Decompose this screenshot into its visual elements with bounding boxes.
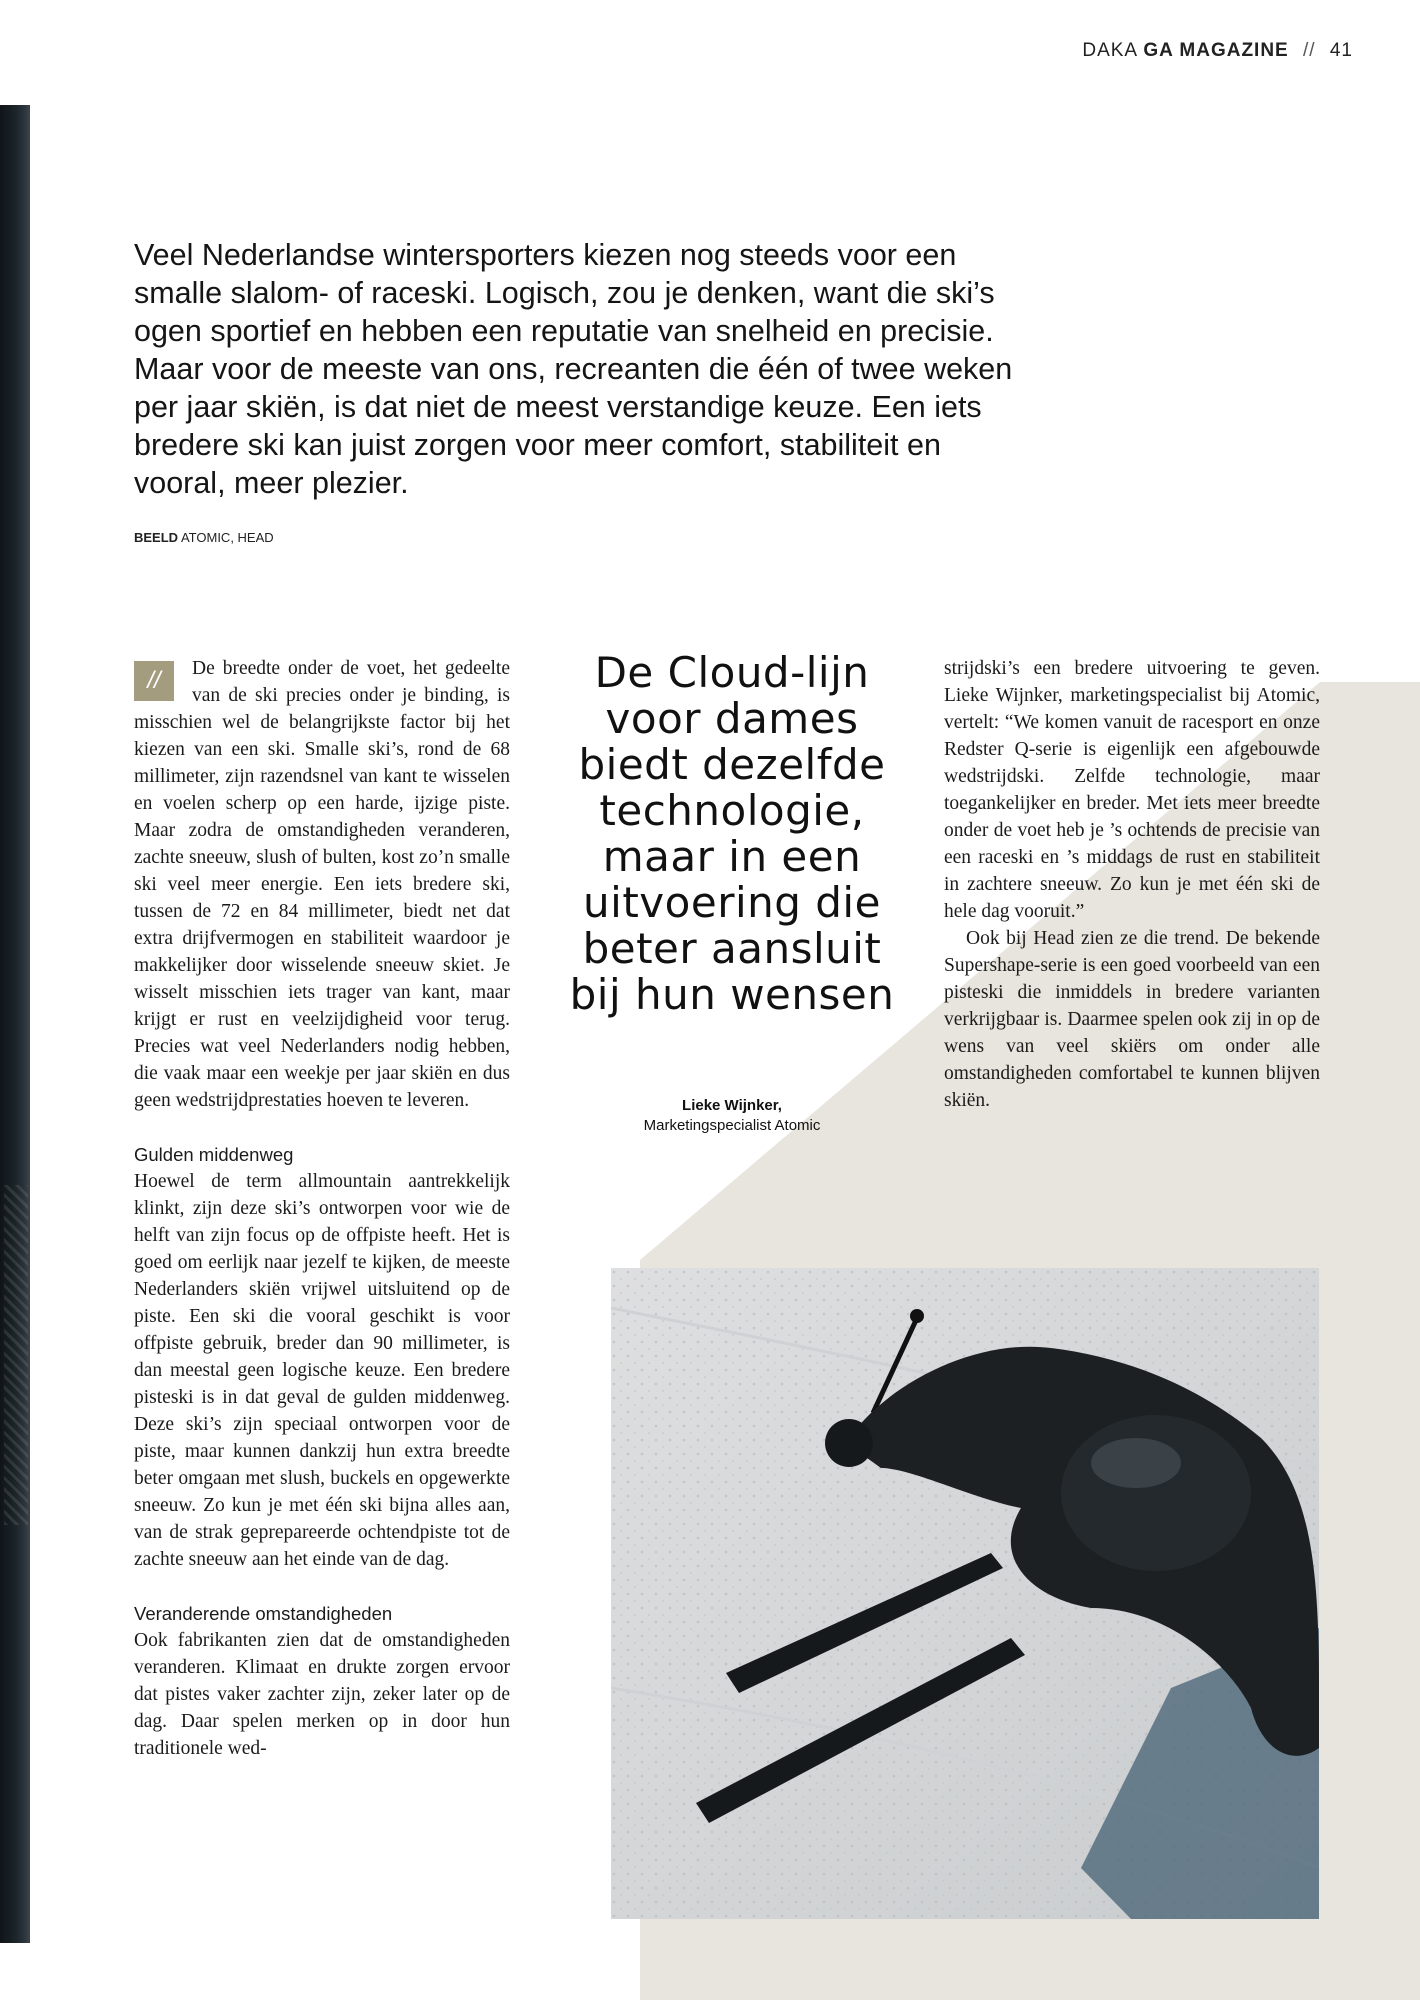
column-left-paragraph-2: Hoewel de term allmountain aantrekkelijk klinkt, zijn deze ski’s ontworpen voor wie de helft van zijn focus op de offpiste heeft. Het is goed om eerlijk naar jezelf te kijken, de meeste Nederlanders skiën vrijwel uitsluitend op de piste. Een ski die vooral geschikt is voor offpiste gebruik, breder dan 90 millimeter, is dan meestal geen logische keuze. Een bredere pisteski is in dat geval de gulden middenweg. Deze ski’s zijn speciaal ontworpen voor de piste, maar kunnen dankzij hun extra breedte beter omgaan met slush, buckels en opgewerkte sneeuw. Zo kun je met één ski bijna alles aan, van de strak geprepareerde ochtendpiste tot de zachte sneeuw aan het einde van de dag. xyxy=(134,1171,510,1570)
header-magazine: GA MAGAZINE xyxy=(1143,40,1289,61)
intro-paragraph: Veel Nederlandse wintersporters kiezen nog steeds voor een smalle slalom- of raceski. Logisch, zou je denken, want die ski’s ogen sportief en hebben een reputatie van snelheid en precisie. Maar voor de meeste van ons, recreanten die één of twee weken per jaar skiën, is dat niet de meest verstandige keuze. Een iets bredere ski kan juist zorgen voor meer comfort, stabiliteit en vooral, meer plezier. xyxy=(134,238,1013,500)
skier-photo xyxy=(611,1268,1319,1919)
column-left-paragraph-3: Ook fabrikanten zien dat de omstandigheden veranderen. Klimaat en drukte zorgen ervoor dat pistes vaker zachter zijn, zeker later op de dag. Daar spelen merken op in door hun traditionele wed- xyxy=(134,1630,510,1759)
photo-skier-glove xyxy=(825,1419,873,1467)
pull-quote: De Cloud-lijn voor dames biedt dezelfde technologie, maar in een uitvoering die beter aansluit bij hun wensen xyxy=(569,648,895,1019)
article-column-right xyxy=(944,655,1320,1114)
article-column-left xyxy=(134,655,510,1762)
quote-author-name: Lieke Wijnker, xyxy=(682,1097,782,1114)
column-left-paragraph-1 xyxy=(134,655,510,1114)
photo-skier-helmet xyxy=(1061,1415,1251,1571)
credit-label: BEELD xyxy=(134,530,179,545)
photo-credit xyxy=(134,530,274,545)
column-right-paragraph-1: strijdski’s een bredere uitvoering te geven. Lieke Wijnker, marketingspecialist bij Atomic, vertelt: “We komen vanuit de racesport en onze Redster Q-serie is eigenlijk een afgebouwde wedstrijdski. Zelfde technologie, maar toegankelijker en breder. Met iets meer breedte onder de voet heb je ’s ochtends de precisie van een raceski en ’s middags de rust en stabiliteit in zachtere sneeuw. Zo kun je met één ski de hele dag vooruit.” xyxy=(944,658,1320,922)
column-right-paragraph-2: Ook bij Head zien ze die trend. De bekende Supershape-serie is een goed voorbeeld van een pisteski die inmiddels in bredere varianten verkrijgbaar is. Daarmee spelen ook zij in op de wens van veel skiërs om onder alle omstandigheden comfortabel te kunnen blijven skiën. xyxy=(944,928,1320,1111)
dropcap-slashes: // xyxy=(134,661,174,701)
quote-author-role: Marketingspecialist Atomic xyxy=(643,1117,821,1134)
column-left-paragraph-1-text: De breedte onder de voet, het gedeelte van de ski precies onder je binding, is misschien wel de belangrijkste factor bij het kiezen van een ski. Smalle ski’s, rond de 68 millimeter, zijn razendsnel van kant te wisselen en voelen scherp op een harde, ijzige piste. Maar zodra de omstandigheden veranderen, zachte sneeuw, slush of bulten, kost zo’n smalle ski veel meer energie. Een iets bredere ski, tussen de 72 en 84 millimeter, biedt net dat extra drijfvermogen en stabiliteit waardoor je makkelijker door wisselende sneeuw skiet. Je wisselt misschien iets trager van kant, maar krijgt er rust en veelzijdigheid voor terug. Precies wat veel Nederlanders nodig hebben, die vaak maar een weekje per jaar skiën en dus geen wedstrijdprestaties hoeven te leveren. xyxy=(134,658,510,1111)
photo-helmet-highlight xyxy=(1091,1438,1181,1488)
subheading-gulden-middenweg: Gulden middenweg xyxy=(134,1144,294,1165)
subheading-veranderende-omstandigheden: Veranderende omstandigheden xyxy=(134,1603,393,1624)
page-number: 41 xyxy=(1329,40,1353,61)
pull-quote-attribution xyxy=(562,1096,902,1136)
photo-pole-basket xyxy=(910,1309,924,1323)
credit-value: ATOMIC, HEAD xyxy=(180,530,274,545)
page-header xyxy=(1082,40,1353,62)
header-brand: DAKA xyxy=(1082,40,1138,61)
header-separator: // xyxy=(1303,40,1316,61)
